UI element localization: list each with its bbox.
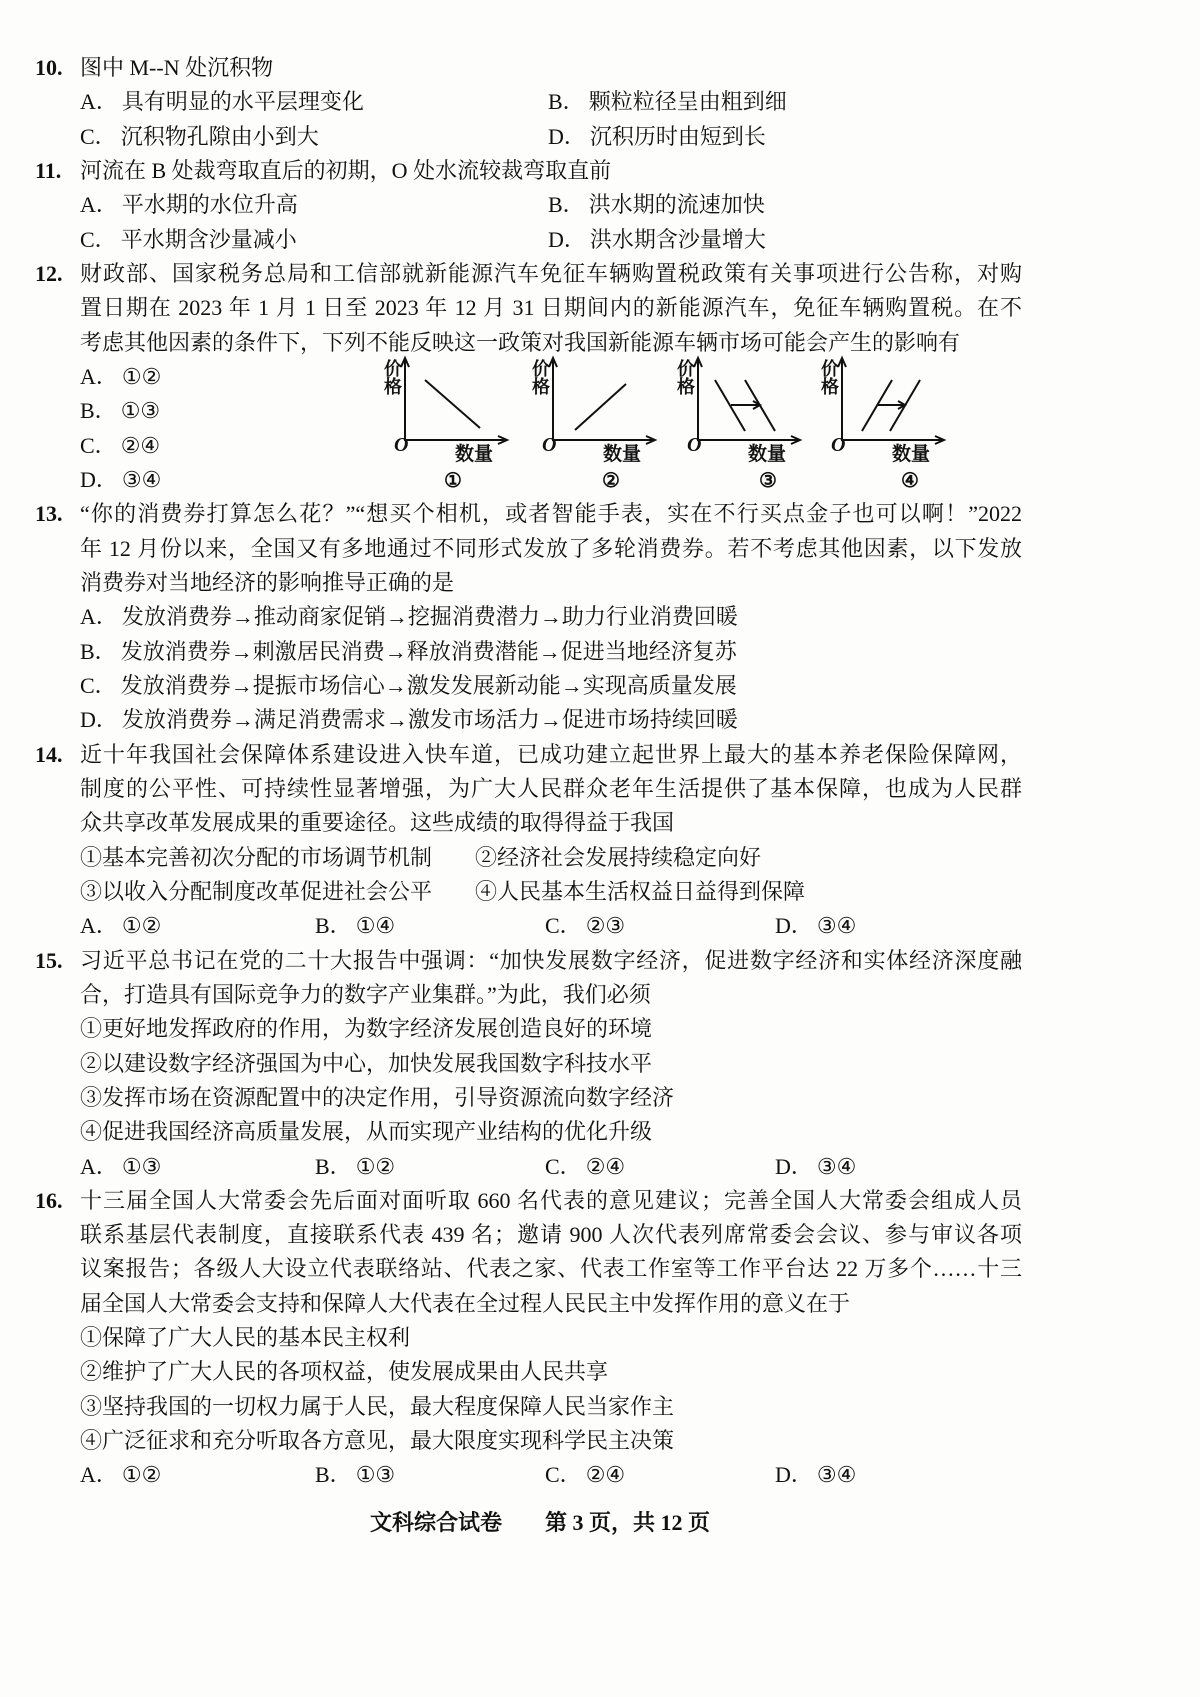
question-stem: 众共享改革发展成果的重要途径。这些成绩的取得得益于我国 [80, 810, 675, 836]
question-number: 11. [35, 157, 62, 183]
option-label: C． [545, 1462, 582, 1488]
option-text: ②④ [585, 1153, 626, 1179]
q16-item-row [35, 1321, 1035, 1355]
statement-item: ③坚持我国的一切权力属于人民，最大程度保障人民当家作主 [80, 1393, 675, 1419]
option-label: B． [80, 398, 117, 424]
option-d [775, 909, 856, 943]
option-label: B． [315, 913, 352, 939]
option-text: ③④ [816, 1153, 857, 1179]
option-b [80, 635, 737, 669]
q16-stem-row [35, 1252, 1035, 1286]
option-label: C． [545, 1153, 582, 1179]
footer-page-number: 第 3 页，共 12 页 [545, 1510, 711, 1535]
supply-curve [575, 384, 626, 430]
q15-stem-row [35, 944, 1035, 978]
option-text: ①② [121, 1462, 162, 1488]
graph-number: ④ [901, 470, 919, 492]
question-number: 12. [35, 260, 63, 286]
q15-stem-row [35, 978, 1035, 1012]
option-label: A． [80, 363, 118, 389]
option-c [545, 1150, 625, 1184]
q13-stem-row [35, 532, 1035, 566]
option-text: 发放消费券→提振市场信心→激发发展新动能→实现高质量发展 [120, 672, 737, 698]
q14-items-row [35, 841, 1035, 875]
option-text: ②④ [120, 432, 161, 458]
x-axis-label: 数量 [892, 444, 931, 465]
q15-item-row [35, 1047, 1035, 1081]
option-label: B． [80, 638, 117, 664]
option-text: 沉积物孔隙由小到大 [120, 123, 319, 149]
option-a [80, 600, 738, 634]
x-axis-label: 数量 [603, 444, 642, 465]
statement-item: ②以建设数字经济强国为中心，加快发展我国数字科技水平 [80, 1050, 653, 1076]
option-c [80, 120, 319, 154]
option-text: ②③ [585, 913, 626, 939]
q15-item-row [35, 1081, 1035, 1115]
q14-items-row [35, 875, 1035, 909]
q12-stem-row [35, 257, 1035, 291]
option-text: ①④ [355, 913, 396, 939]
option-text: 发放消费券→推动商家促销→挖掘消费潜力→助力行业消费回暖 [121, 604, 738, 630]
origin-label: O [394, 434, 409, 456]
origin-label: O [687, 434, 702, 456]
q16-stem-row [35, 1184, 1035, 1218]
q14-options-row [35, 909, 1035, 943]
option-label: A． [80, 192, 118, 218]
option-d [80, 703, 738, 737]
option-label: D． [548, 123, 586, 149]
option-text: ①② [121, 913, 162, 939]
option-label: B． [315, 1153, 352, 1179]
q16-item-row [35, 1424, 1035, 1458]
q13-option-row [35, 635, 1035, 669]
q15-options-row [35, 1150, 1035, 1184]
option-text: 发放消费券→刺激居民消费→释放消费潜能→促进当地经济复苏 [120, 638, 737, 664]
question-stem: 议案报告；各级人大设立代表联络站、代表之家、代表工作室等工作平台达 22 万多个……十三 [80, 1256, 1022, 1282]
option-label: A． [80, 1462, 118, 1488]
option-c [545, 1458, 625, 1492]
statement-item: ③以收入分配制度改革促进社会公平 [80, 878, 433, 904]
option-label: D． [775, 1153, 813, 1179]
option-text: ①② [355, 1153, 396, 1179]
price-quantity-graph-2 [528, 355, 668, 495]
option-label: C． [80, 672, 117, 698]
option-text: 颗粒粒径呈由粗到细 [588, 89, 787, 115]
option-label: B． [548, 192, 585, 218]
statement-item: ④促进我国经济高质量发展，从而实现产业结构的优化升级 [80, 1119, 653, 1145]
page-footer [0, 1506, 1200, 1540]
option-text: ①③ [120, 398, 161, 424]
q13-option-row [35, 669, 1035, 703]
option-text: 发放消费券→满足消费需求→激发市场活力→促进市场持续回暖 [121, 707, 738, 733]
option-a [80, 85, 364, 119]
option-label: D． [80, 707, 118, 733]
option-b [315, 1458, 395, 1492]
q14-stem-row [35, 806, 1035, 840]
x-axis-label: 数量 [748, 444, 787, 465]
statement-item: ②经济社会发展持续稳定向好 [475, 844, 762, 870]
question-stem: “你的消费券打算怎么花？”“想买个相机，或者智能手表，实在不行买点金子也可以啊！”2022 [80, 501, 1022, 527]
option-text: ①② [121, 363, 162, 389]
question-stem: 联系基层代表制度，直接联系代表 439 名；邀请 900 人次代表列席常委会会议、参与审议各项 [80, 1222, 1022, 1248]
option-b [315, 909, 395, 943]
option-b [548, 188, 765, 222]
question-stem: 置日期在 2023 年 1 月 1 日至 2023 年 12 月 31 日期间内的新能源汽车，免征车辆购置税。在不 [80, 295, 1022, 321]
question-number: 10. [35, 55, 63, 80]
option-text: 洪水期含沙量增大 [589, 226, 766, 252]
option-text: 洪水期的流速加快 [588, 192, 765, 218]
demand-curve [425, 380, 480, 428]
q15-item-row [35, 1012, 1035, 1046]
question-stem: 消费券对当地经济的影响推导正确的是 [80, 569, 455, 595]
option-a [80, 909, 161, 943]
option-label: D． [80, 466, 118, 492]
q16-options-row [35, 1458, 1035, 1492]
graph-number: ② [602, 470, 620, 492]
statement-item: ①保障了广大人民的基本民主权利 [80, 1325, 411, 1351]
q12-stem-row [35, 291, 1035, 325]
question-stem: 年 12 月份以来，全国又有多地通过不同形式发放了多轮消费券。若不考虑其他因素，以下发放 [80, 535, 1022, 561]
q10-options-row [35, 120, 1035, 154]
option-label: C． [80, 432, 117, 458]
option-label: A． [80, 89, 118, 115]
option-d [80, 463, 161, 497]
option-label: A． [80, 913, 118, 939]
question-stem: 财政部、国家税务总局和工信部就新能源汽车免征车辆购置税政策有关事项进行公告称，对购 [80, 260, 1022, 286]
q13-option-row [35, 703, 1035, 737]
option-label: D． [775, 1462, 813, 1488]
graph-number: ③ [759, 470, 777, 492]
option-d [548, 223, 766, 257]
question-stem: 届全国人大常委会支持和保障人大代表在全过程人民民主中发挥作用的意义在于 [80, 1290, 851, 1316]
option-label: B． [315, 1462, 352, 1488]
option-label: C． [80, 226, 117, 252]
option-text: 平水期含沙量减小 [120, 226, 297, 252]
q15-item-row [35, 1115, 1035, 1149]
y-axis-label: 价格 [675, 359, 695, 395]
statement-item: ①基本完善初次分配的市场调节机制 [80, 844, 433, 870]
q14-stem-row [35, 772, 1035, 806]
option-c [545, 909, 625, 943]
question-stem: 合，打造具有国际竞争力的数字产业集群。”为此，我们必须 [80, 981, 651, 1007]
question-number: 15. [35, 947, 63, 973]
price-quantity-graph-1 [380, 355, 520, 495]
question-stem: 习近平总书记在党的二十大报告中强调：“加快发展数字经济，促进数字经济和实体经济深度融 [80, 947, 1022, 973]
graph-number: ① [444, 470, 462, 492]
option-label: C． [545, 913, 582, 939]
question-number: 16. [35, 1187, 63, 1213]
option-text: 具有明显的水平层理变化 [121, 89, 364, 115]
q13-option-row [35, 600, 1035, 634]
q16-stem-row [35, 1218, 1035, 1252]
price-quantity-graph-4 [817, 355, 957, 495]
footer-exam-title: 文科综合试卷 [370, 1510, 503, 1535]
question-stem: 制度的公平性、可持续性显著增强，为广大人民群众老年生活提供了基本保障，也成为人民群 [80, 775, 1022, 801]
option-c [80, 429, 160, 463]
option-label: A． [80, 604, 118, 630]
q11-stem-row [35, 154, 1035, 188]
y-axis-label: 价格 [530, 359, 550, 395]
questions-column [35, 51, 1035, 1493]
q13-stem-row [35, 566, 1035, 600]
q14-stem-row [35, 738, 1035, 772]
option-b [548, 85, 787, 119]
statement-item: ②维护了广大人民的各项权益，使发展成果由人民共享 [80, 1359, 609, 1385]
option-text: 沉积历时由短到长 [589, 123, 766, 149]
statement-item: ④广泛征求和充分听取各方意见，最大限度实现科学民主决策 [80, 1428, 675, 1454]
option-label: D． [775, 913, 813, 939]
option-text: ③④ [816, 913, 857, 939]
option-a [80, 1150, 161, 1184]
option-c [80, 223, 297, 257]
option-label: C． [80, 123, 117, 149]
price-quantity-graph-3 [673, 355, 813, 495]
option-a [80, 360, 161, 394]
question-stem: 考虑其他因素的条件下，下列不能反映这一政策对我国新能源车辆市场可能会产生的影响有 [80, 329, 961, 355]
option-d [775, 1458, 856, 1492]
option-label: B． [548, 89, 585, 115]
option-a [80, 1458, 161, 1492]
origin-label: O [831, 434, 846, 456]
q16-item-row [35, 1355, 1035, 1389]
option-d [775, 1150, 856, 1184]
question-stem: 十三届全国人大常委会先后面对面听取 660 名代表的意见建议；完善全国人大常委会组成人员 [80, 1187, 1022, 1213]
x-axis-label: 数量 [455, 444, 494, 465]
option-b [80, 394, 160, 428]
option-a [80, 188, 298, 222]
q11-options-row [35, 223, 1035, 257]
option-c [80, 669, 737, 703]
option-label: A． [80, 1153, 118, 1179]
option-b [315, 1150, 395, 1184]
option-label: D． [548, 226, 586, 252]
q13-stem-row [35, 497, 1035, 531]
statement-item: ①更好地发挥政府的作用，为数字经济发展创造良好的环境 [80, 1016, 653, 1042]
question-stem: 图中 M--N 处沉积物 [80, 55, 274, 80]
q16-stem-row [35, 1287, 1035, 1321]
option-text: ③④ [121, 466, 162, 492]
option-text: ③④ [816, 1462, 857, 1488]
option-text: ②④ [585, 1462, 626, 1488]
statement-item: ④人民基本生活权益日益得到保障 [475, 878, 806, 904]
option-text: ①③ [121, 1153, 162, 1179]
q11-options-row [35, 188, 1035, 222]
origin-label: O [542, 434, 557, 456]
q16-item-row [35, 1390, 1035, 1424]
y-axis-label: 价格 [382, 359, 402, 395]
question-number: 14. [35, 741, 63, 767]
y-axis-label: 价格 [819, 359, 839, 395]
question-stem: 近十年我国社会保障体系建设进入快车道，已成功建立起世界上最大的基本养老保险保障网， [80, 741, 1022, 767]
option-text: 平水期的水位升高 [121, 192, 298, 218]
statement-item: ③发挥市场在资源配置中的决定作用，引导资源流向数字经济 [80, 1084, 675, 1110]
option-text: ①③ [355, 1462, 396, 1488]
question-number: 13. [35, 501, 63, 527]
question-stem: 河流在 B 处裁弯取直后的初期，O 处水流较裁弯取直前 [80, 157, 612, 183]
q10-options-row [35, 85, 1035, 119]
q10-stem-row [35, 51, 1035, 85]
option-d [548, 120, 766, 154]
